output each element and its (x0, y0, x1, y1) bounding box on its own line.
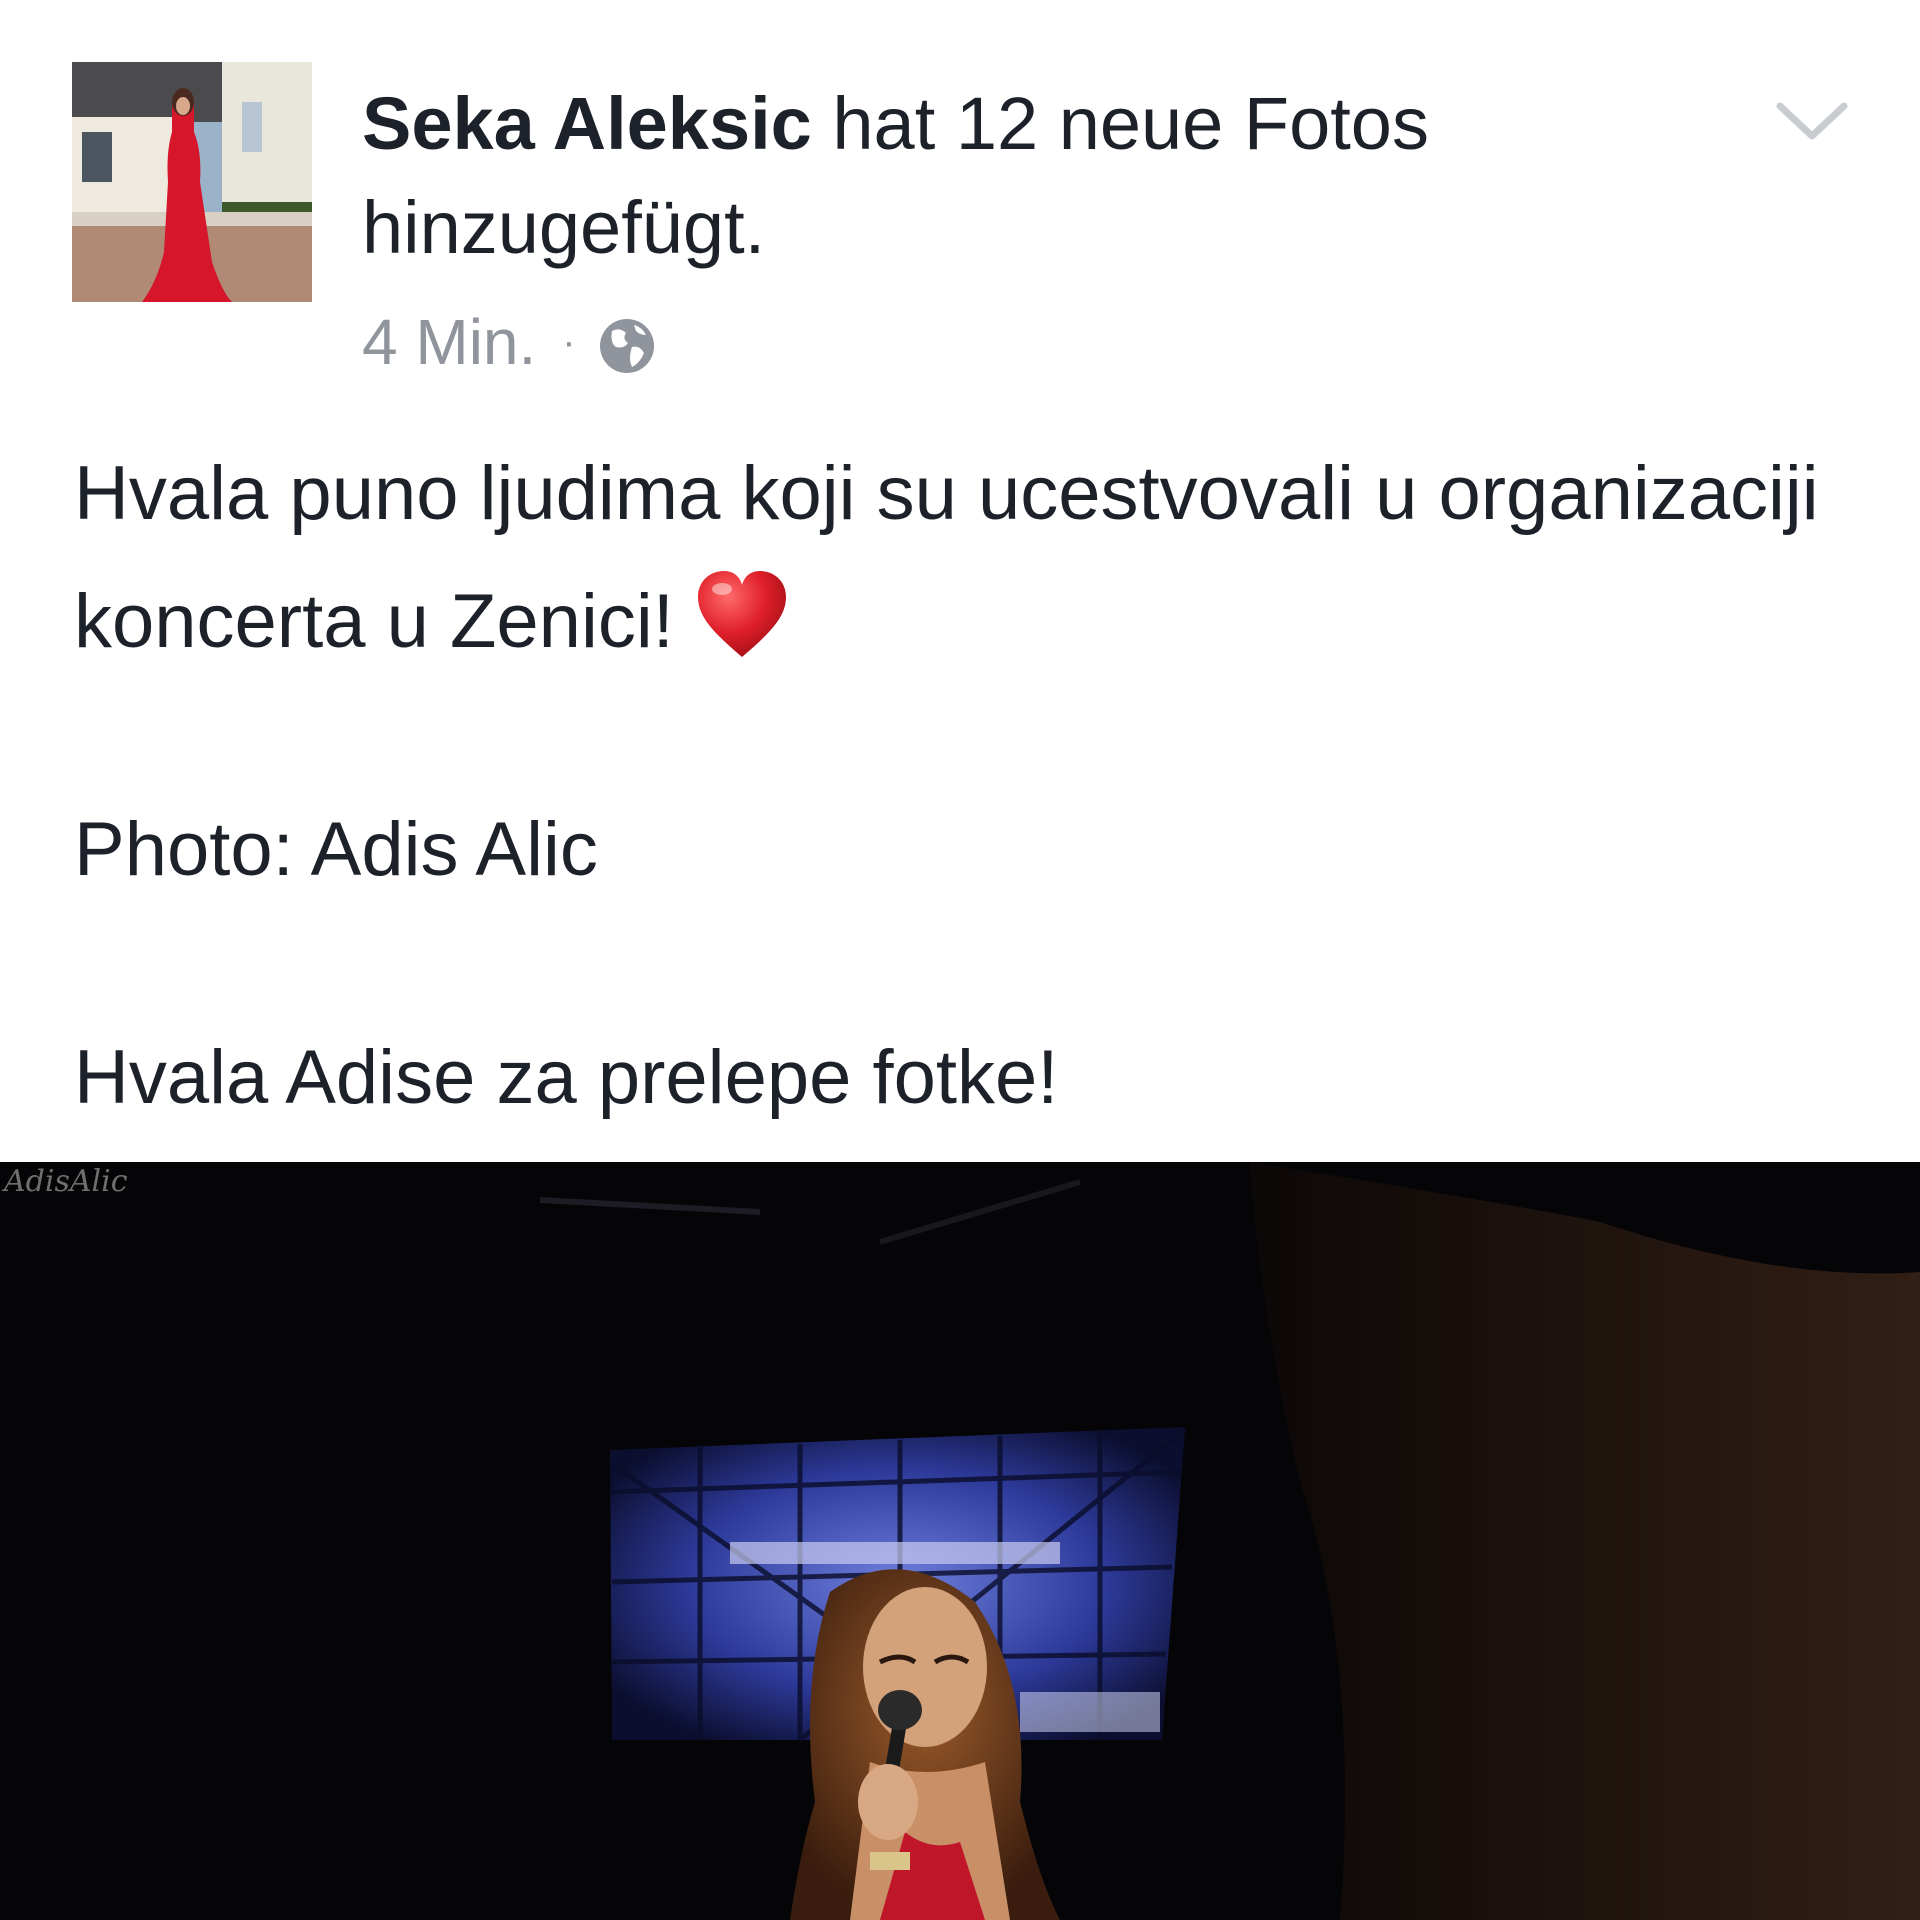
globe-icon[interactable] (598, 313, 656, 371)
heart-icon (694, 569, 790, 661)
concert-photo (0, 1162, 1920, 1920)
separator: · (562, 320, 576, 364)
post-line-2: Photo: Adis Alic (74, 807, 598, 892)
post-meta (362, 302, 656, 382)
author-name[interactable]: Seka Aleksic (362, 82, 812, 165)
post-title (362, 72, 1662, 280)
post-photo[interactable] (0, 1162, 1920, 1920)
post-line-1 (74, 430, 1834, 686)
post-body (74, 430, 1834, 1142)
photo-watermark: AdisAlic (4, 1164, 128, 1199)
timestamp[interactable]: 4 Min. (362, 306, 537, 378)
post-menu-button[interactable] (1772, 92, 1852, 152)
chevron-down-icon (1772, 92, 1852, 152)
action-text: hat 12 neue Fotos hinzugefügt. (362, 82, 1429, 269)
post-header (0, 0, 1920, 420)
avatar[interactable] (72, 62, 312, 302)
post-line-3: Hvala Adise za prelepe fotke! (74, 1035, 1059, 1120)
post-line-1-text: Hvala puno ljudima koji su ucestvovali u organizaciji koncerta u Zenici! (74, 451, 1819, 664)
